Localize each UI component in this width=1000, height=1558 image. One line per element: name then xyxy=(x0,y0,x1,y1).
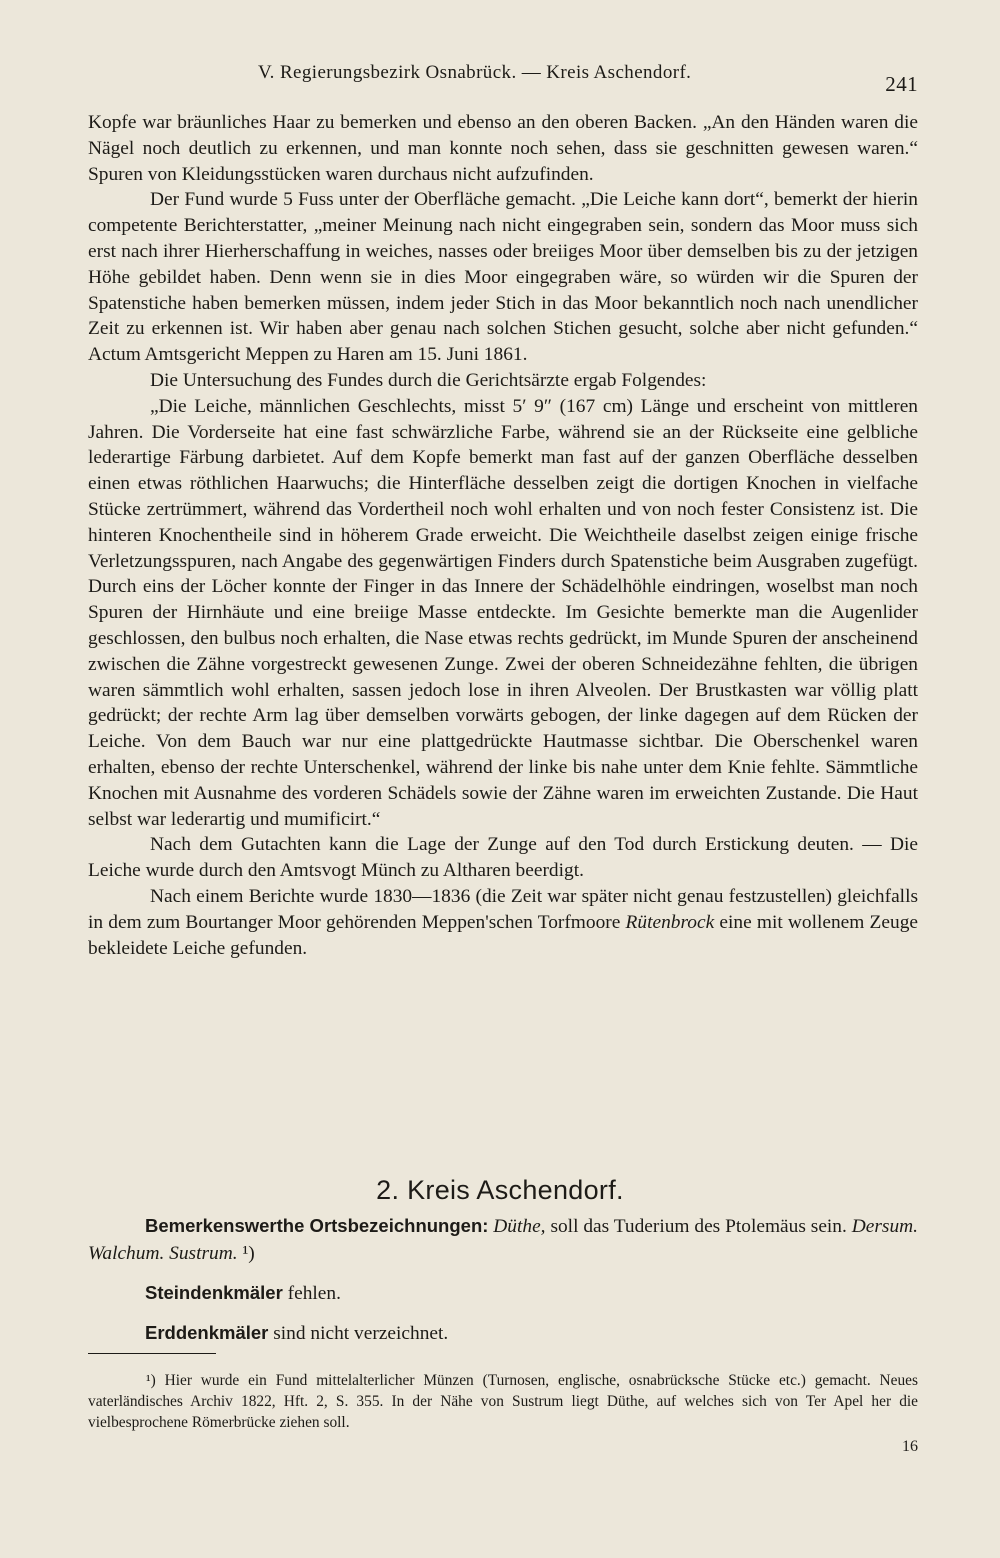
footnote-paragraph xyxy=(88,1370,918,1433)
running-head: V. Regierungsbezirk Osnabrück. — Kreis Aschendorf. xyxy=(258,62,692,83)
steindenkmaeler-text: fehlen. xyxy=(287,1283,341,1304)
paragraph-2: Der Fund wurde 5 Fuss unter der Oberfläche gemacht. „Die Leiche kann dort“, bemerkt der hierin competente Berichterstatter, „meiner Meinung nach nicht eingegraben sein, sondern das Moor muss sich erst nach ihrer Hierherschaffung in weiches, nasses oder breiiges Moor über demselben bis zu der jetzigen Höhe gebildet haben. Denn wenn sie in dies Moor eingegraben wäre, so würden wir die Spuren der Spatenstiche haben bemerken müssen, indem jeder Stich in das Moor bekanntlich noch nach unendlicher Zeit zu erkennen ist. Wir haben aber genau nach solchen Stichen gesucht, solche aber nicht gefunden.“ Actum Amtsgericht Meppen zu Haren am 15. Juni 1861. xyxy=(88,189,918,366)
section-title: 2. Kreis Aschendorf. xyxy=(376,1175,624,1205)
place-names: Dersum. Walchum. Sustrum. xyxy=(88,1216,918,1264)
paragraph-6-end: eine mit wollenem Zeuge bekleidete Leiche gefunden. xyxy=(88,911,918,959)
ortsbezeichnungen-label: Bemerkenswerthe Ortsbezeichnungen: xyxy=(145,1215,489,1236)
place-name-duethe: Düthe, xyxy=(493,1216,546,1237)
erddenkmaeler-entry xyxy=(88,1319,918,1347)
paragraph-1: Kopfe war bräunliches Haar zu bemerken und ebenso an den oberen Backen. „An den Händen waren die Nägel noch deutlich zu erkennen, und man konnte noch sehen, dass sie geschnitten gewesen waren.“ Spuren von Kleidungsstücken waren durchaus nicht aufzufinden. xyxy=(88,112,918,185)
place-name-ruetenbrock: Rütenbrock xyxy=(625,911,715,933)
body-text xyxy=(88,110,918,961)
ortsbezeichnungen-entry xyxy=(88,1212,918,1267)
footnote-text: Hier wurde ein Fund mittelalterlicher Münzen (Turnosen, englische, osnabrücksche Stücke etc.) gemacht. Neues vaterländisches Archiv 1822, Hft. 2, S. 355. In der Nähe von Sustrum liegt Düthe, auf welches sich von Ter Apel her die vielbesprochene Römerbrücke ziehen soll. xyxy=(88,1372,918,1431)
footnote xyxy=(88,1370,918,1433)
erddenkmaeler-text: sind nicht verzeichnet. xyxy=(273,1323,449,1344)
section-kreis-aschendorf xyxy=(88,1212,918,1347)
footnote-mark: ¹) xyxy=(146,1372,156,1389)
paragraph-5: Nach dem Gutachten kann die Lage der Zunge auf den Tod durch Erstickung deuten. — Die Leiche wurde durch den Amtsvogt Münch zu Altharen beerdigt. xyxy=(88,834,918,882)
footnote-divider xyxy=(88,1353,216,1354)
signature-mark: 16 xyxy=(902,1438,918,1455)
paragraph-4: „Die Leiche, männlichen Geschlechts, misst 5′ 9″ (167 cm) Länge und erscheint von mittleren Jahren. Die Vorderseite hat eine fast schwärzliche Farbe, während sie an der Rückseite eine gelbliche lederartige Färbung darbietet. Auf dem Kopfe bemerkt man fast auf der ganzen Oberfläche desselben einen etwas röthlichen Haarwuchs; die Hinterfläche desselben zeigt die dortigen Knochen in vielfache Stücke zertrümmert, während das Vordertheil noch wohl erhalten und von noch fester Consistenz ist. Die hinteren Knochentheile sind in höherem Grade erweicht. Die Weichtheile daselbst zeigen einige frische Verletzungsspuren, nach Angabe des gegenwärtigen Finders durch Spatenstiche beim Ausgraben zugefügt. Durch eins der Löcher konnte der Finger in das Innere der Schädelhöhle eindringen, woselbst man noch Spuren der Hirnhäute und eine breiige Masse entdeckte. Im Gesichte bemerkte man die Augenlider geschlossen, den bulbus noch erhalten, die Nase etwas rechts gedrückt, im Munde Spuren der anscheinend zwischen die Zähne vorgestreckt gewesenen Zunge. Zwei der oberen Schneidezähne fehlten, die übrigen waren sämmtlich wohl erhalten, sassen jedoch lose in ihren Alveolen. Der Brustkasten war völlig platt gedrückt; der rechte Arm lag über demselben vorwärts gebogen, der linke dagegen auf dem Rücken der Leiche. Von dem Bauch war nur eine plattgedrückte Hautmasse sichtbar. Die Oberschenkel waren erhalten, ebenso der rechte Unterschenkel, während der linke bis nahe unter dem Knie fehlte. Sämmtliche Knochen mit Ausnahme des vorderen Schädels sowie der Zähne waren im erweichten Zustande. Die Haut selbst war lederartig und mumificirt.“ xyxy=(88,395,918,830)
steindenkmaeler-entry xyxy=(88,1279,918,1307)
paragraph-6 xyxy=(88,884,918,961)
running-header xyxy=(88,58,918,98)
erddenkmaeler-label: Erddenkmäler xyxy=(145,1322,269,1343)
page-number: 241 xyxy=(885,72,918,96)
footnote-reference: ¹) xyxy=(242,1243,255,1264)
paragraph-6-text: Nach einem Berichte wurde 1830—1836 (die Zeit war später nicht genau festzustellen) gleichfalls in dem zum Bourtanger Moor gehörenden Meppen'schen Torfmoore xyxy=(88,885,918,933)
paragraph-3: Die Untersuchung des Fundes durch die Gerichtsärzte ergab Folgendes: xyxy=(150,369,707,391)
steindenkmaeler-label: Steindenkmäler xyxy=(145,1282,283,1303)
ortsbezeichnungen-text: soll das Tuderium des Ptolemäus sein. xyxy=(550,1216,847,1237)
